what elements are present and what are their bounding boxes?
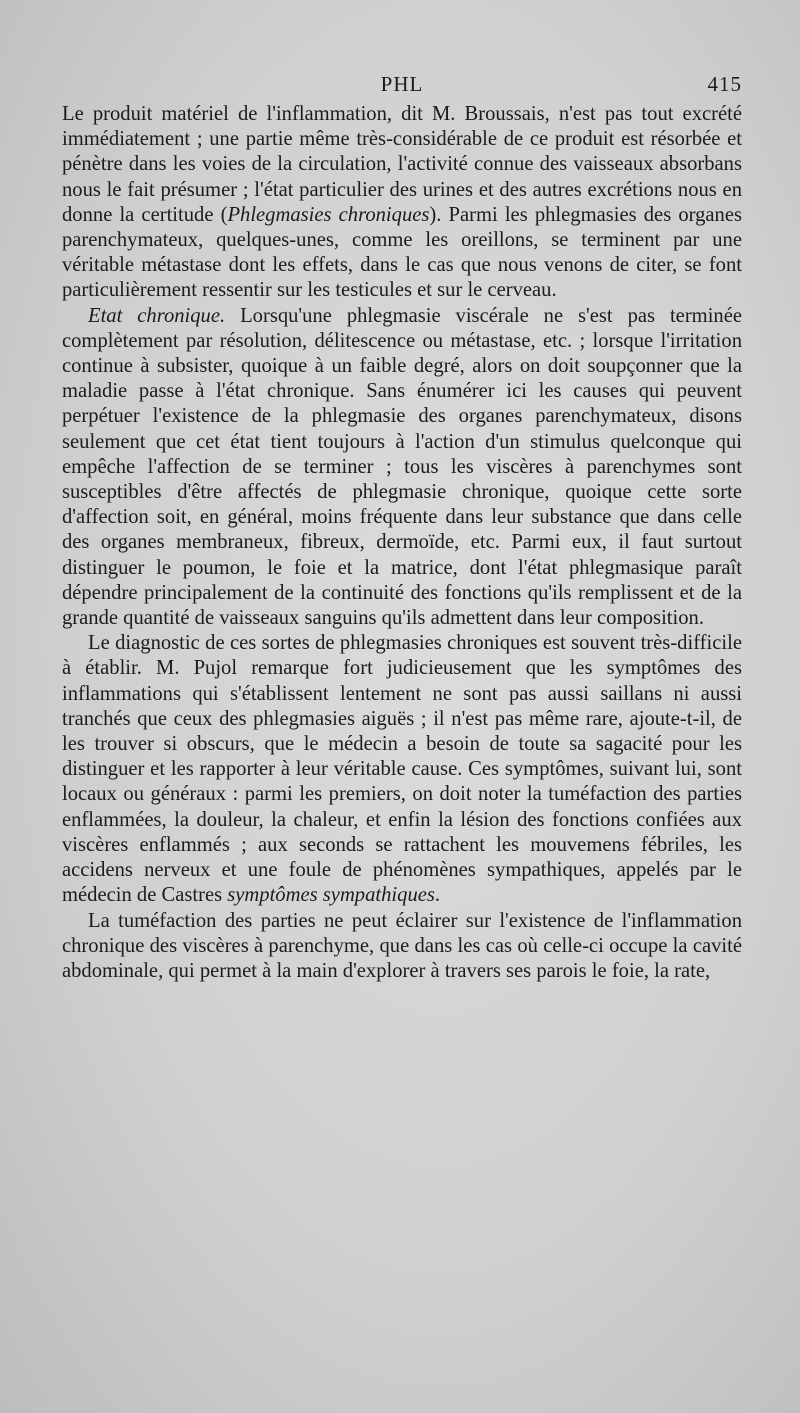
running-title: PHL: [380, 72, 424, 96]
italic-term: symptômes sympathiques: [227, 884, 435, 907]
body-text: [62, 102, 742, 984]
paragraph-1: Le produit matériel de l'inflammation, dit M. Broussais, n'est pas tout excrété immédiatement ; une partie même très-considérable de ce produit est résorbée et pénètre dans les voies de la circulation, l'activité connue des vaisseaux absorbans nous le fait présumer ; l'état particulier des urines et des autres excrétions nous en donne la certitude (Phlegmasies chroniques). Parmi les phlegmasies des organes parenchymateux, quelques-unes, comme les oreillons, se terminent par une véritable métastase dont les effets, dans le cas que nous venons de citer, se font particulièrement ressentir sur les testicules et sur le cerveau.: [62, 103, 742, 302]
page-number: 415: [707, 72, 742, 96]
running-head: [62, 72, 742, 102]
paragraph-2: Etat chronique. Lorsqu'une phlegmasie viscérale ne s'est pas terminée complètement par résolution, délitescence ou métastase, etc. ; lorsque l'irritation continue à subsister, quoique à un faible degré, alors on doit soupçonner que la maladie passe à l'état chronique. Sans énumérer ici les causes qui peuvent perpétuer l'existence de la phlegmasie des organes parenchymateux, disons seulement que cet état tient toujours à l'action d'un stimulus quelconque qui empêche l'affection de se terminer ; tous les viscères à parenchymes sont susceptibles d'être affectés de phlegmasie chronique, quoique cette sorte d'affection soit, en général, moins fréquente dans leur substance que dans celle des organes membraneux, fibreux, dermoïde, etc. Parmi eux, il faut surtout distinguer le poumon, le foie et la matrice, dont l'état phlegmasique paraît dépendre principalement de la continuité des fonctions qu'ils remplissent et de la grande quantité de vaisseaux sanguins qu'ils admettent dans leur composition.: [62, 304, 742, 630]
italic-citation: Phlegmasies chroniques: [227, 203, 430, 226]
section-lead: Etat chronique.: [88, 304, 226, 327]
paragraph-4: La tuméfaction des parties ne peut éclairer sur l'existence de l'inflammation chronique des viscères à parenchyme, que dans les cas où celle-ci occupe la cavité abdominale, qui permet à la main d'explorer à travers ses parois le foie, la rate,: [62, 909, 742, 982]
paragraph-3: Le diagnostic de ces sortes de phlegmasies chroniques est souvent très-difficile à établir. M. Pujol remarque fort judicieusement que les symptômes des inflammations qui s'établissent lentement ne sont pas aussi saillans ni aussi tranchés que ceux des phlegmasies aiguës ; il n'est pas même rare, ajoute-t-il, de les trouver si obscurs, que le médecin a besoin de toute sa sagacité pour les distinguer et les rapporter à leur véritable cause. Ces symptômes, suivant lui, sont locaux ou généraux : parmi les premiers, on doit noter la tuméfaction des parties enflammées, la douleur, la chaleur, et enfin la lésion des fonctions confiées aux viscères enflammés ; aux seconds se rattachent les mouvemens fébriles, les accidens nerveux et une foule de phénomènes sympathiques, appelés par le médecin de Castres symptômes sympathiques.: [62, 632, 742, 907]
